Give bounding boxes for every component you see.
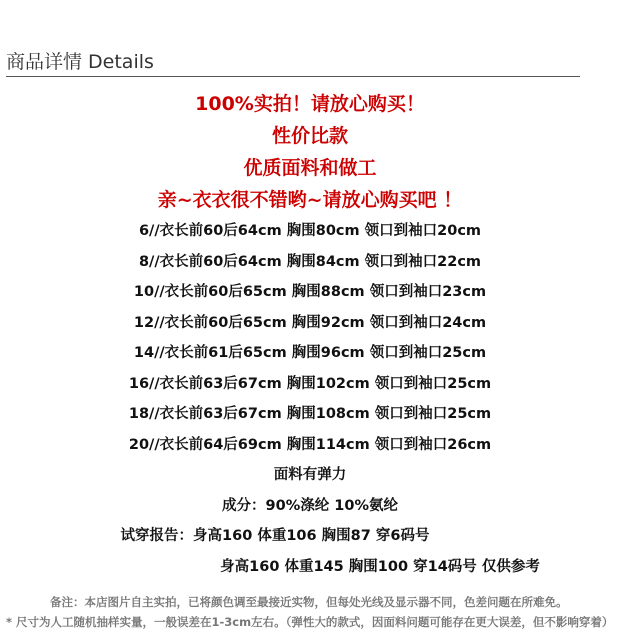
size-row-16: 16//衣长前63后67cm 胸围102cm 领口到袖口25cm [128,375,492,392]
promo-line-real-photo: 100%实拍！请放心购买！ [195,93,425,115]
note-measurement-error: * 尺寸为人工随机抽样实量，一般误差在1-3cm左右。（弹性大的款式，因面料问题可能存在更大误差，但不影响穿着） [6,615,614,629]
notes [0,592,620,632]
fabric-composition: 成分：90%涤纶 10%氨纶 [222,497,398,514]
size-row-10: 10//衣长前60后65cm 胸围88cm 领口到袖口23cm [133,284,487,300]
fabric-elastic: 面料有弹力 [273,467,347,483]
promo-line-value: 性价比款 [271,125,348,147]
promo-line-quality: 优质面料和做工 [243,157,377,179]
size-row-12: 12//衣长前60后65cm 胸围92cm 领口到袖口24cm [133,314,487,331]
trial-report-1: 试穿报告：身高160 体重106 胸围87 穿6码号 [120,528,430,544]
product-description [0,88,620,582]
size-row-6: 6//衣长前60后64cm 胸围80cm 领口到袖口20cm [138,223,482,239]
note-color-difference: 备注：本店图片自主实拍，已将颜色调至最接近实物，但每处光线及显示器不同，色差问题在所难免。 [50,595,568,609]
size-row-20: 20//衣长前64后69cm 胸围114cm 领口到袖口26cm [128,436,492,453]
size-row-18: 18//衣长前63后67cm 胸围108cm 领口到袖口25cm [128,406,492,422]
promo-line-recommend: 亲~衣衣很不错哟~请放心购买吧 ！ [157,189,463,211]
size-row-14: 14//衣长前61后65cm 胸围96cm 领口到袖口25cm [133,345,487,361]
trial-report-2: 身高160 体重145 胸围100 穿14码号 仅供参考 [220,558,540,575]
details-title: 商品详情 Details [6,51,154,73]
size-row-8: 8//衣长前60后64cm 胸围84cm 领口到袖口22cm [138,253,482,270]
size-chart [0,216,620,460]
details-header [6,50,580,77]
